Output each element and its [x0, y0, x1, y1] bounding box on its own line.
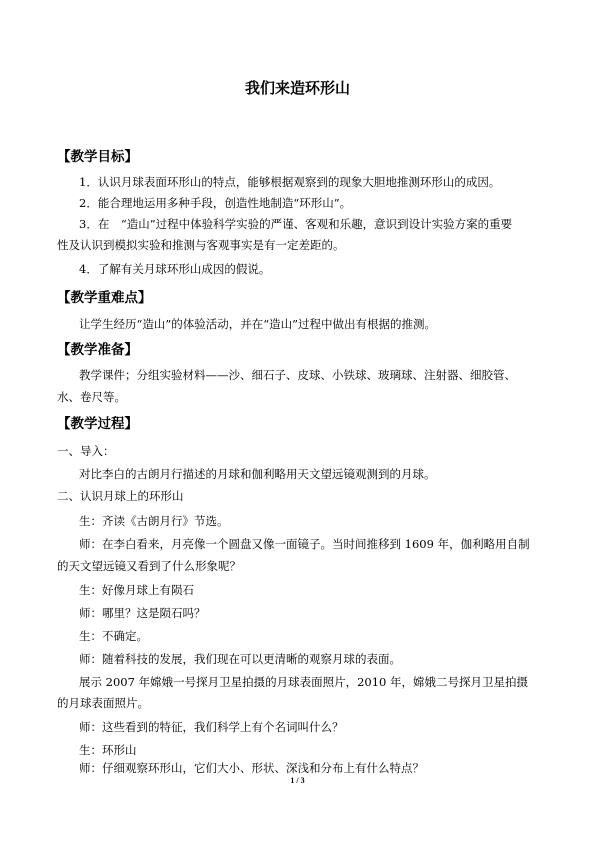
- process-item: 对比李白的古朗月行描述的月球和伽利略用天文望远镜观测到的月球。: [79, 467, 436, 481]
- process-item: 的天文望远镜又看到了什么形象呢？: [57, 559, 241, 573]
- process-item: 生：不确定。: [79, 629, 148, 643]
- document-title: 我们来造环形山: [244, 79, 350, 97]
- preparation-item: 水、卷尺等。: [57, 390, 126, 404]
- section-heading-process: 【教学过程】: [57, 416, 138, 432]
- goal-item: 性及认识到模拟实验和推测与客观事实是有一定差距的。: [57, 238, 345, 252]
- process-item: 师：随着科技的发展，我们现在可以更清晰的观察月球的表面。: [79, 652, 401, 666]
- section-heading-goals: 【教学目标】: [57, 149, 138, 165]
- process-item: 师：仔细观察环形山，它们大小、形状、深浅和分布上有什么特点？: [79, 761, 424, 775]
- goal-item: 1．认识月球表面环形山的特点，能够根据观察到的现象大胆地推测环形山的成因。: [79, 175, 501, 189]
- process-item: 二、认识月球上的环形山: [57, 489, 184, 503]
- process-item: 生：好像月球上有陨石: [79, 583, 194, 597]
- process-item: 生：环形山: [79, 743, 137, 757]
- process-item: 师：哪里？这是陨石吗？: [79, 606, 206, 620]
- goal-item: 3．在 “造山”过程中体验科学实验的严谨、客观和乐趣，意识到设计实验方案的重要: [79, 217, 513, 231]
- section-heading-key-points: 【教学重难点】: [57, 290, 152, 306]
- process-item: 生：齐读《古朗月行》节选。: [79, 514, 229, 528]
- preparation-item: 教学课件；分组实验材料——沙、细石子、皮球、小铁球、玻璃球、注射器、细胶管、: [79, 368, 516, 382]
- key-point-item: 让学生经历“造山”的体验活动，并在“造山”过程中做出有根据的推测。: [79, 317, 437, 331]
- process-item: 一、导入：: [57, 444, 115, 458]
- process-item: 师：在李白看来，月亮像一个圆盘又像一面镜子。当时间推移到 1609 年，伽利略用自制: [79, 537, 530, 551]
- section-heading-preparation: 【教学准备】: [57, 342, 138, 358]
- process-item: 师：这些看到的特征，我们科学上有个名词叫什么？: [79, 720, 344, 734]
- process-item: 的月球表面照片。: [57, 696, 149, 710]
- goal-item: 4．了解有关月球环形山成因的假说。: [79, 262, 271, 276]
- process-item: 展示 2007 年嫦娥一号探月卫星拍摄的月球表面照片，2010 年，嫦娥二号探月卫星拍摄: [79, 675, 528, 689]
- page-number: 1 / 3: [290, 776, 305, 785]
- goal-item: 2．能合理地运用多种手段，创造性地制造“环形山”。: [79, 196, 352, 210]
